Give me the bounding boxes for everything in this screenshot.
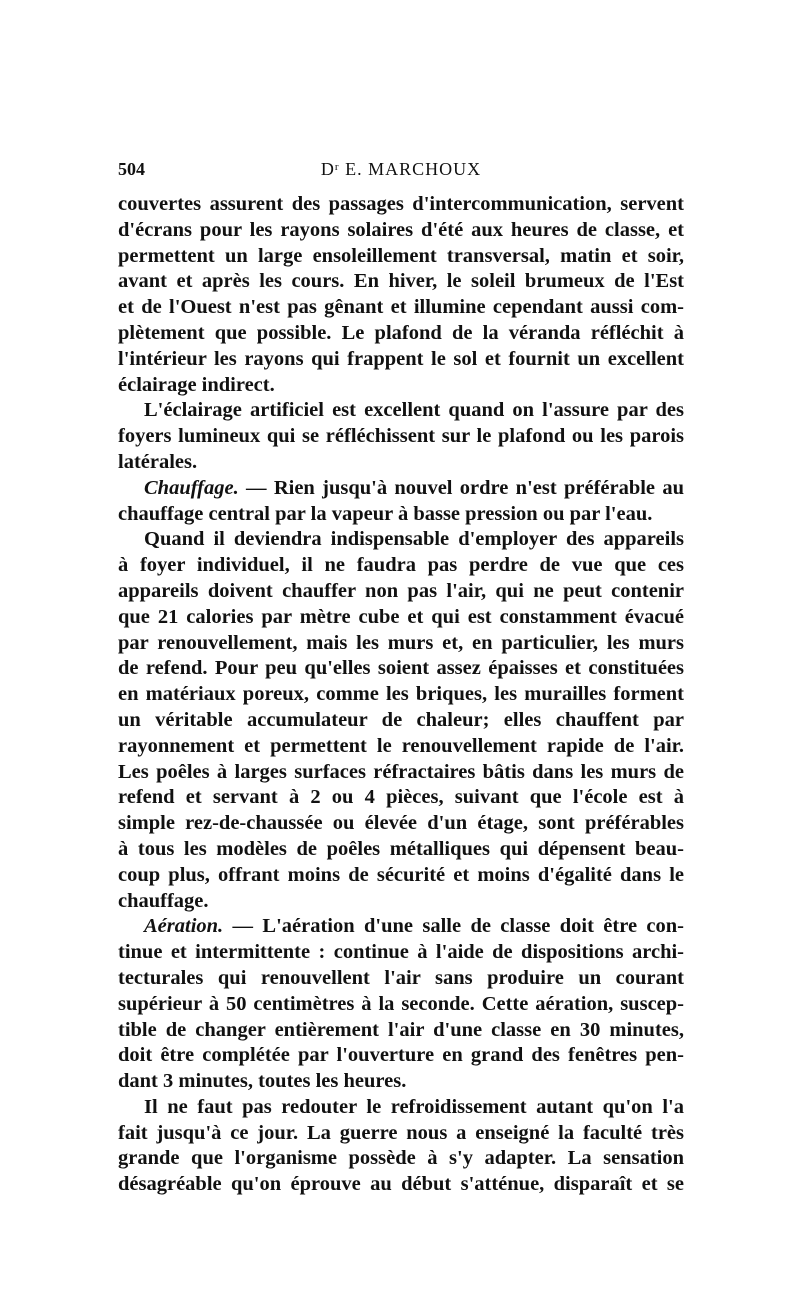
text-line xyxy=(118,914,684,940)
text-line: plètement que possible. Le plafond de la véranda réfléchit à xyxy=(118,321,684,344)
paragraph-continuation xyxy=(118,192,684,398)
text-line: dant 3 minutes, toutes les heures. xyxy=(118,1070,407,1093)
paragraph-aeration xyxy=(118,914,684,1095)
text-line: à foyer individuel, il ne faudra pas perdre de vue que ces xyxy=(118,554,684,577)
body-text xyxy=(118,192,684,1198)
text-line: latérales. xyxy=(118,450,198,473)
text-line: permettent un large ensoleillement transversal, matin et soir, xyxy=(118,244,684,267)
text-line: un véritable accumulateur de chaleur; elles chauffent par xyxy=(118,708,684,731)
text-line: en matériaux poreux, comme les briques, les murailles forment xyxy=(118,683,684,706)
text-line: appareils doivent chauffer non pas l'air, qui ne peut contenir xyxy=(118,579,684,602)
text-line: de refend. Pour peu qu'elles soient assez épaisses et constituées xyxy=(118,657,684,680)
section-heading-chauffage: Chauffage. xyxy=(144,476,239,499)
text-line: chauffage. xyxy=(118,889,209,912)
text-line: chauffage central par la vapeur à basse pression ou par l'eau. xyxy=(118,502,653,525)
running-head xyxy=(118,156,684,182)
text-line: L'éclairage artificiel est excellent quand on l'assure par des xyxy=(144,399,684,422)
text-line: doit être complétée par l'ouverture en grand des fenêtres pen- xyxy=(118,1044,684,1067)
text-line: l'intérieur les rayons qui frappent le sol et fournit un excellent xyxy=(118,347,684,370)
text-line: coup plus, offrant moins de sécurité et moins d'égalité dans le xyxy=(118,863,684,886)
text-line: et de l'Ouest n'est pas gênant et illumine cependant aussi com- xyxy=(118,296,684,319)
text-line: couvertes assurent des passages d'intercommunication, servent xyxy=(118,193,684,215)
text-line: à tous les modèles de poêles métalliques qui dépensent beau- xyxy=(118,837,684,860)
text-line: Les poêles à larges surfaces réfractaires bâtis dans les murs de xyxy=(118,760,684,783)
text-line: refend et servant à 2 ou 4 pièces, suivant que l'école est à xyxy=(118,786,684,809)
text-line: avant et après les cours. En hiver, le soleil brumeux de l'Est xyxy=(118,270,684,293)
author-name: E. MARCHOUX xyxy=(345,159,482,179)
text-line: tinue et intermittente : continue à l'aide de dispositions archi- xyxy=(118,941,684,964)
text-line: que 21 calories par mètre cube et qui est constamment évacué xyxy=(118,605,684,628)
text-line xyxy=(118,476,684,502)
author-prefix-superscript: r xyxy=(334,161,340,173)
paragraph-individual-heating xyxy=(118,527,684,914)
text-line: foyers lumineux qui se réfléchissent sur le plafond ou les parois xyxy=(118,425,684,448)
paragraph-chauffage xyxy=(118,476,684,528)
text-run: — L'aération d'une salle de classe doit être con- xyxy=(223,915,684,938)
text-line: tible de changer entièrement l'air d'une classe en 30 minutes, xyxy=(118,1018,684,1041)
text-line: grande que l'organisme possède à s'y adapter. La sensation xyxy=(118,1147,684,1170)
text-line: d'écrans pour les rayons solaires d'été aux heures de classe, et xyxy=(118,218,684,241)
text-line: simple rez-de-chaussée ou élevée d'un étage, sont préférables xyxy=(118,812,684,835)
text-line: éclairage indirect. xyxy=(118,373,275,396)
text-line: désagréable qu'on éprouve au début s'atténue, disparaît et se xyxy=(118,1173,684,1196)
section-heading-aeration: Aération. xyxy=(144,915,224,938)
text-line: rayonnement et permettent le renouvellement rapide de l'air. xyxy=(118,734,684,757)
text-line: par renouvellement, mais les murs et, en particulier, les murs xyxy=(118,631,684,654)
text-line: fait jusqu'à ce jour. La guerre nous a enseigné la faculté très xyxy=(118,1121,684,1144)
text-run: — Rien jusqu'à nouvel ordre n'est préférable au xyxy=(238,476,684,499)
paragraph-artificial-lighting xyxy=(118,398,684,475)
author-prefix: D xyxy=(320,159,335,179)
text-line: Quand il deviendra indispensable d'employer des appareils xyxy=(144,528,684,551)
page-header xyxy=(118,156,684,182)
text-line: tecturales qui renouvellent l'air sans produire un courant xyxy=(118,966,684,989)
page-number: 504 xyxy=(118,159,145,179)
text-line: Il ne faut pas redouter le refroidissement autant qu'on l'a xyxy=(144,1095,684,1118)
text-line: supérieur à 50 centimètres à la seconde. Cette aération, suscep- xyxy=(118,992,684,1015)
paragraph-cooling xyxy=(118,1095,684,1198)
